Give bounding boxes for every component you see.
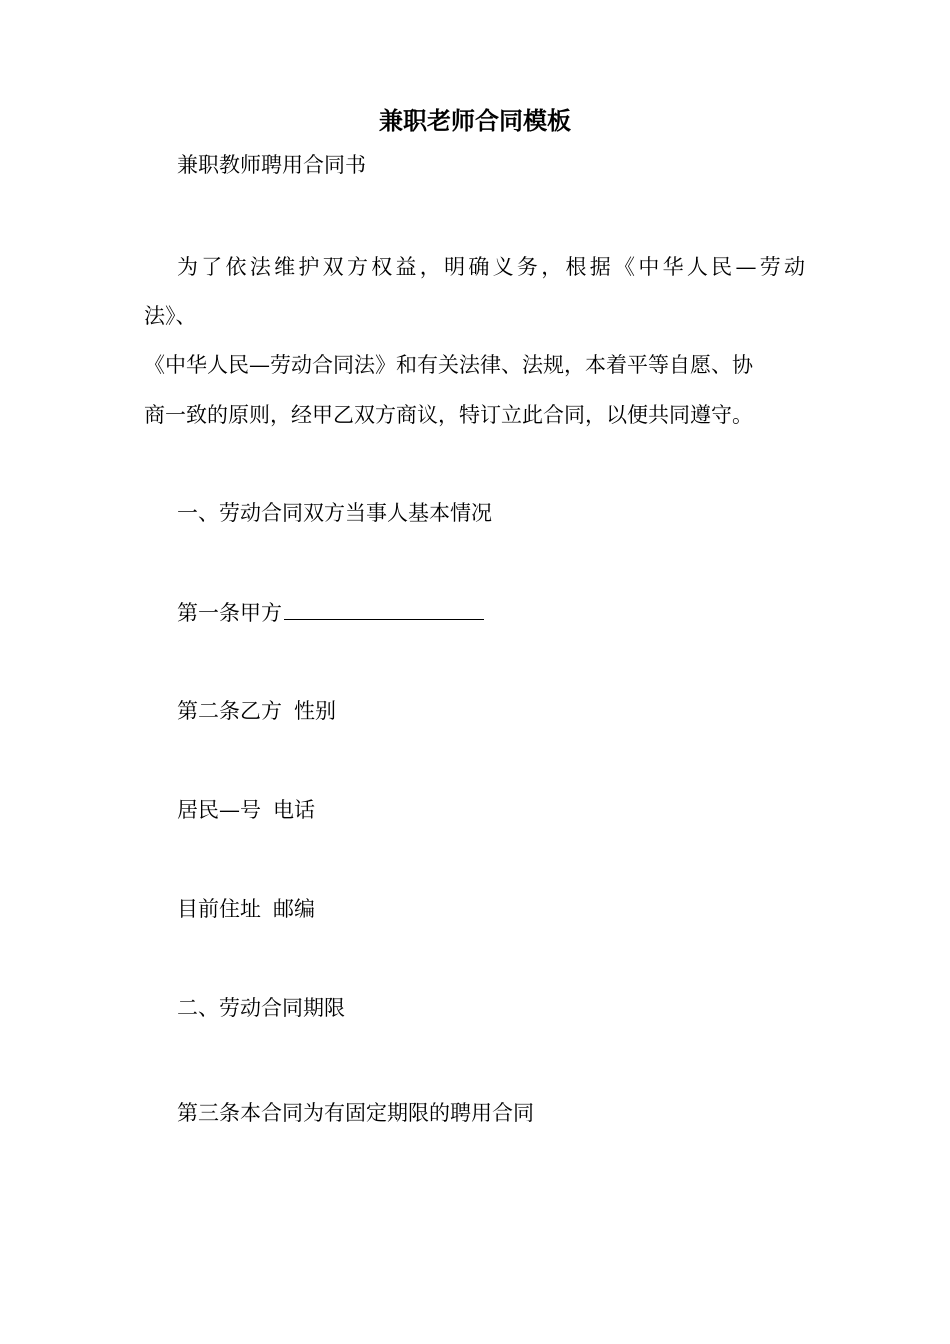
article-3: 第三条本合同为有固定期限的聘用合同 <box>177 1101 534 1125</box>
document-subtitle: 兼职教师聘用合同书 <box>177 153 366 177</box>
preamble-line-4: 商一致的原则，经甲乙双方商议，特订立此合同，以便共同遵守。 <box>144 403 753 427</box>
phone-label: 电话 <box>273 798 315 822</box>
article-1 <box>177 597 484 628</box>
document-title: 兼职老师合同模板 <box>379 106 571 135</box>
party-a-blank-field[interactable] <box>284 597 484 620</box>
article-1-label: 第一条甲方 <box>177 601 282 625</box>
preamble-line-2: 法》、 <box>144 304 197 328</box>
article-2-label: 第二条乙方 <box>177 699 282 723</box>
id-phone-line <box>177 795 315 825</box>
address-postcode-line <box>177 894 315 924</box>
section-1-heading: 一、劳动合同双方当事人基本情况 <box>177 501 492 525</box>
section-2-heading: 二、劳动合同期限 <box>177 996 345 1020</box>
preamble-line-1: 为了依法维护双方权益，明确义务，根据《中华人民—劳动 <box>177 255 806 279</box>
address-label: 目前住址 <box>177 897 261 921</box>
postcode-label: 邮编 <box>273 897 315 921</box>
article-2 <box>177 696 336 726</box>
gender-label: 性别 <box>294 699 336 723</box>
id-label: 居民—号 <box>177 798 261 822</box>
preamble-line-3: 《中华人民—劳动合同法》和有关法律、法规，本着平等自愿、协 <box>144 353 753 377</box>
